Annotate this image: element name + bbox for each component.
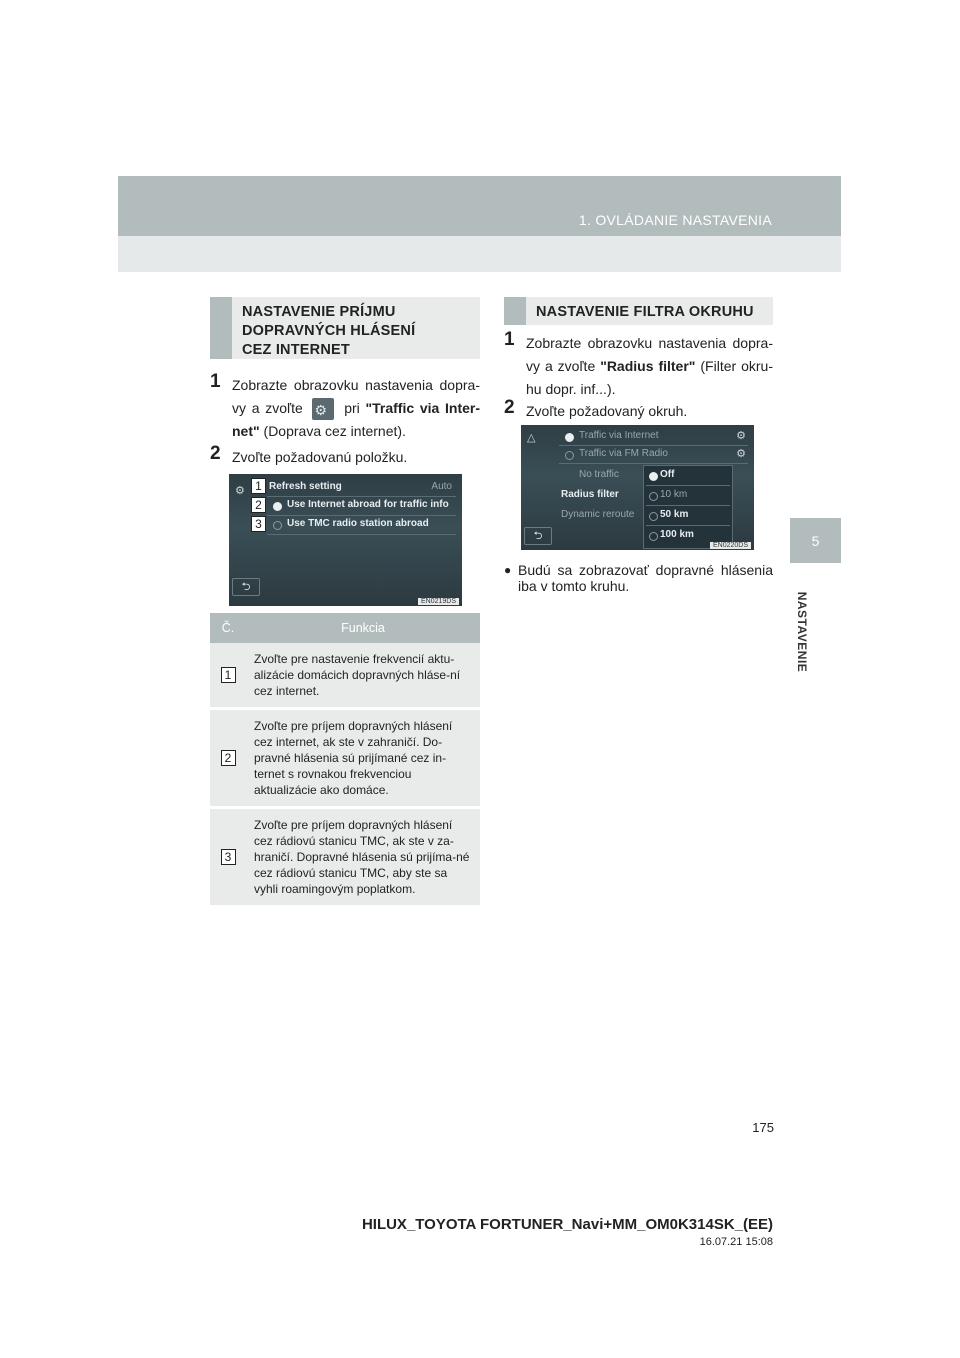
callout-1: 1 xyxy=(251,478,266,494)
table-row: 3 Zvoľte pre príjem dopravných hlásení cez rádiovú stanicu TMC, ak ste v za-hraničí. Dopravné hlásenia sú prijíma-né cez rádiovú stanicu TMC, aby ste sa vyhli roamingovým poplatkom. xyxy=(210,808,480,907)
image-code: EN0219DS xyxy=(418,598,459,605)
table-row: 1 Zvoľte pre nastavenie frekvencií aktu-alizácie domácich dopravných hláse-ní cez internet. xyxy=(210,643,480,709)
header-subbar xyxy=(118,236,841,272)
option-100km: 100 km xyxy=(660,529,694,540)
image-code: EN0220DS xyxy=(710,542,751,549)
option-50km: 50 km xyxy=(660,509,689,520)
radio-internet-abroad xyxy=(273,502,282,511)
page-number: 175 xyxy=(752,1120,774,1135)
step-2-right: 2 Zvoľte požadovaný okruh. xyxy=(504,397,688,419)
function-table xyxy=(210,613,480,908)
section-heading-radius: NASTAVENIE FILTRA OKRUHU xyxy=(504,297,773,325)
step-number: 2 xyxy=(210,443,221,464)
chapter-title: 1. OVLÁDANIE NASTAVENIA xyxy=(578,212,772,228)
item-dynamic-reroute: Dynamic reroute xyxy=(561,509,635,520)
step-1-right: 1 Zobrazte obrazovku nastavenia dopra-vy a zvoľte "Radius filter" (Filter okru-hu dopr. inf...). xyxy=(504,329,774,397)
heading-line-1: NASTAVENIE PRÍJMU xyxy=(242,304,396,320)
radius-options-panel xyxy=(643,465,733,549)
bullet-note: ● Budú sa zobrazovať dopravné hlásenia iba v tomto kruhu. xyxy=(504,562,773,594)
option-internet-abroad: Use Internet abroad for traffic info xyxy=(287,499,449,510)
table-row: 2 Zvoľte pre príjem dopravných hlásení cez internet, ak ste v zahraničí. Do-pravné hlásenia sú prijímané cez in-ternet s rovnakou frekvenciou aktualizácie ako domáce. xyxy=(210,709,480,808)
gear-icon: ⚙ xyxy=(736,448,746,460)
gear-icon: ⚙ xyxy=(736,430,746,442)
traffic-settings-icon: ⚙ xyxy=(235,485,245,497)
option-off: Off xyxy=(660,469,675,480)
traffic-warning-icon: △ xyxy=(527,432,536,444)
callout-2: 2 xyxy=(251,497,266,513)
document-title: HILUX_TOYOTA FORTUNER_Navi+MM_OM0K314SK_(EE) xyxy=(361,1216,773,1233)
settings-gear-icon: ⚙ xyxy=(312,398,334,420)
section-heading-internet xyxy=(210,297,480,359)
callout-3: 3 xyxy=(251,516,266,532)
heading-line-3: CEZ INTERNET xyxy=(242,342,350,358)
document-date: 16.07.21 15:08 xyxy=(699,1236,773,1248)
refresh-setting-label: Refresh setting xyxy=(269,481,342,492)
bullet-icon: ● xyxy=(504,563,512,577)
table-header-function: Funkcia xyxy=(246,613,480,643)
back-arrow-icon: ⮌ xyxy=(524,527,552,545)
item-traffic-fm: Traffic via FM Radio xyxy=(579,448,668,459)
chapter-side-label: NASTAVENIE xyxy=(795,591,809,673)
chapter-number-tab: 5 xyxy=(790,518,841,563)
radio-tmc-abroad xyxy=(273,521,282,530)
step-number: 2 xyxy=(504,397,515,418)
step-1-left: 1 Zobrazte obrazovku nastavenia dopra-vy a zvoľte ⚙ pri "Traffic via Inter-net" (Doprava cez internet). xyxy=(210,371,481,440)
back-arrow-icon: ⮌ xyxy=(232,578,260,596)
step-2-left: 2 Zvoľte požadovanú položku. xyxy=(210,443,408,465)
screenshot-radius-filter xyxy=(521,425,754,550)
refresh-setting-value: Auto xyxy=(431,481,452,492)
step-number: 1 xyxy=(210,371,221,392)
option-tmc-abroad: Use TMC radio station abroad xyxy=(287,518,429,529)
table-header-no: Č. xyxy=(210,613,246,643)
item-radius-filter: Radius filter xyxy=(561,489,619,500)
heading-line-2: DOPRAVNÝCH HLÁSENÍ xyxy=(242,323,416,339)
option-10km: 10 km xyxy=(660,489,688,500)
step-number: 1 xyxy=(504,329,515,350)
item-traffic-internet: Traffic via Internet xyxy=(579,430,659,441)
item-no-traffic: No traffic xyxy=(579,469,619,480)
